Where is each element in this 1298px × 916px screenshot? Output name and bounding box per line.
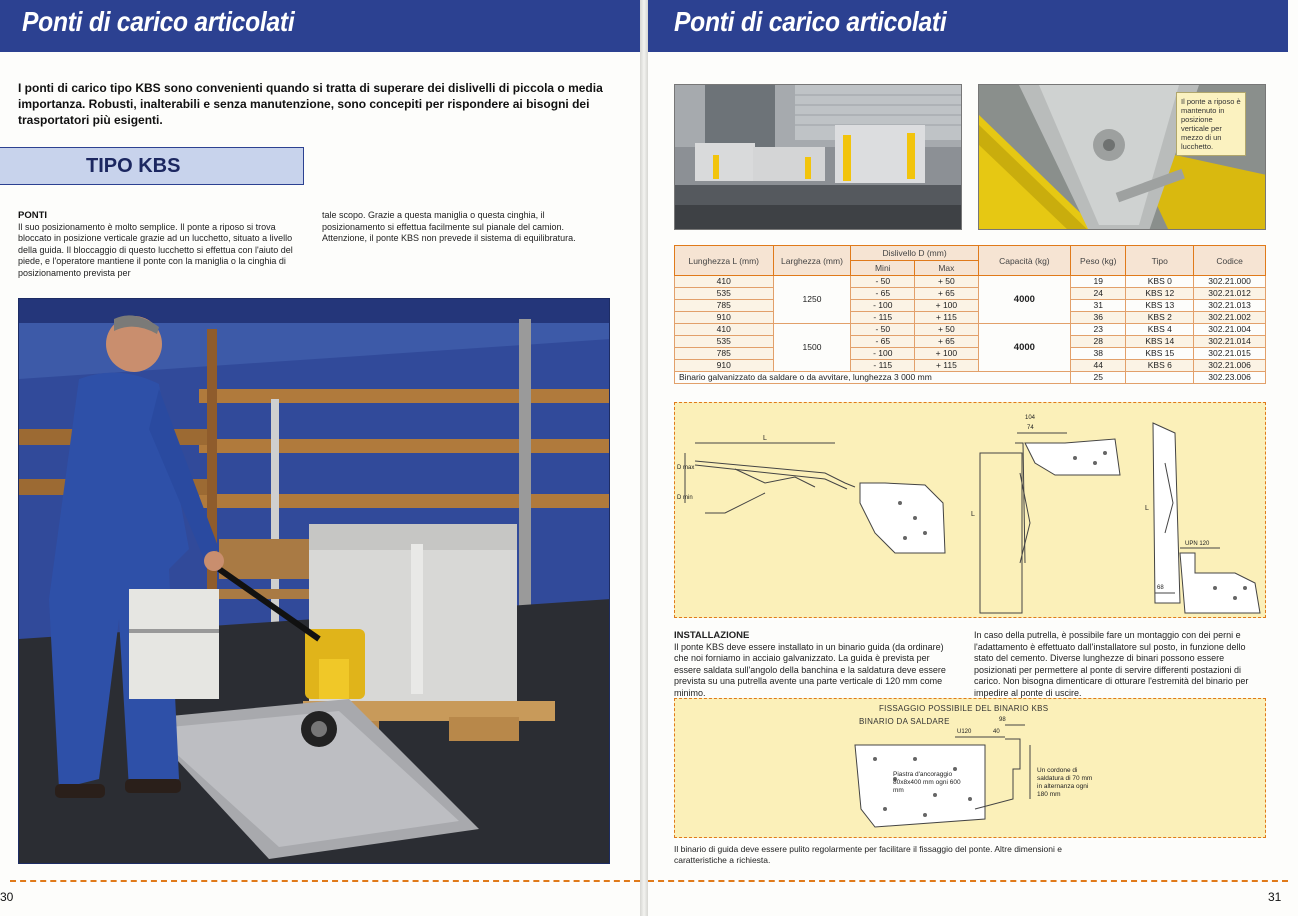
cell-peso: 23 xyxy=(1071,324,1126,336)
cell-mini: - 115 xyxy=(851,360,915,372)
label-40: 40 xyxy=(993,729,1000,735)
binario-saldare-label: BINARIO DA SALDARE xyxy=(859,717,950,726)
cell-mini: - 100 xyxy=(851,348,915,360)
table-row xyxy=(675,360,1266,372)
cell-binario-codice: 302.23.006 xyxy=(1194,372,1266,384)
ponti-column-2 xyxy=(322,210,588,245)
label-cordone: Un cordone di saldatura di 70 mm in alternanza ogni 180 mm xyxy=(1037,767,1093,798)
cell-tipo: KBS 12 xyxy=(1126,288,1194,300)
installazione-text-2: In caso della putrella, è possibile fare un montaggio con dei perni e l'adattamento è effettuato dall'installatore sul posto, in funzione dello stato del cemento. Diverse lunghezze di binari possono essere posizionati per permettere al ponte di servire differenti postazioni di carico. Non bisogna dimenticare di otturare l'estremità del binario per impedire al ponte di uscire. xyxy=(974,630,1249,698)
cell-codice: 302.21.015 xyxy=(1194,348,1266,360)
dock-bridges-photo xyxy=(674,84,962,230)
cell-mini: - 50 xyxy=(851,276,915,288)
cell-max: + 115 xyxy=(915,360,979,372)
label-l-1: L xyxy=(763,435,767,442)
th-mini: Mini xyxy=(851,261,915,276)
right-page-number: 31 xyxy=(1268,890,1282,904)
cell-tipo: KBS 13 xyxy=(1126,300,1194,312)
cell-lunghezza: 910 xyxy=(675,312,774,324)
ponti-heading: PONTI xyxy=(18,210,48,221)
truck-loading-illustration xyxy=(19,299,610,864)
cell-max: + 65 xyxy=(915,288,979,300)
cell-codice: 302.21.014 xyxy=(1194,336,1266,348)
cell-lunghezza: 785 xyxy=(675,300,774,312)
technical-diagram xyxy=(674,402,1266,618)
left-banner xyxy=(0,0,640,52)
right-banner-title: Ponti di carico articolati xyxy=(674,6,947,37)
label-u120: U120 xyxy=(957,729,972,735)
right-banner xyxy=(648,0,1288,52)
installazione-column-1 xyxy=(674,630,958,699)
table-row xyxy=(675,276,1266,288)
th-larghezza: Larghezza (mm) xyxy=(773,246,851,276)
label-piastra: Piastra d'ancoraggio 80x8x400 mm ogni 600 mm xyxy=(893,771,961,794)
left-banner-title: Ponti di carico articolati xyxy=(22,6,295,37)
cell-binario-label: Binario galvanizzato da saldare o da avvitare, lunghezza 3 000 mm xyxy=(675,372,1071,384)
cell-peso: 38 xyxy=(1071,348,1126,360)
lock-callout: Il ponte a riposo è mantenuto in posizione verticale per mezzo di un lucchetto. xyxy=(1176,92,1246,156)
table-row xyxy=(675,336,1266,348)
cell-peso: 24 xyxy=(1071,288,1126,300)
cell-max: + 100 xyxy=(915,348,979,360)
fissaggio-title: FISSAGGIO POSSIBILE DEL BINARIO KBS xyxy=(879,704,1049,713)
bottom-note: Il binario di guida deve essere pulito regolarmente per facilitare il fissaggio del ponte. Altre dimensioni e caratteristiche a richiesta. xyxy=(674,844,1062,865)
cell-codice: 302.21.012 xyxy=(1194,288,1266,300)
label-dmin: D min xyxy=(677,495,693,501)
cell-lunghezza: 535 xyxy=(675,288,774,300)
cell-max: + 65 xyxy=(915,336,979,348)
left-page xyxy=(0,0,640,916)
table-row xyxy=(675,312,1266,324)
cell-tipo: KBS 14 xyxy=(1126,336,1194,348)
cell-codice: 302.21.000 xyxy=(1194,276,1266,288)
cell-peso: 28 xyxy=(1071,336,1126,348)
th-max: Max xyxy=(915,261,979,276)
cell-max: + 100 xyxy=(915,300,979,312)
label-104: 104 xyxy=(1025,415,1036,421)
cell-mini: - 50 xyxy=(851,324,915,336)
cell-mini: - 65 xyxy=(851,288,915,300)
cell-max: + 115 xyxy=(915,312,979,324)
spec-table xyxy=(674,245,1266,384)
cell-lunghezza: 410 xyxy=(675,276,774,288)
label-98: 98 xyxy=(999,717,1006,723)
cell-codice: 302.21.004 xyxy=(1194,324,1266,336)
label-l-2: L xyxy=(971,511,975,518)
cell-binario-tipo xyxy=(1126,372,1194,384)
cell-binario-peso: 25 xyxy=(1071,372,1126,384)
cell-mini: - 115 xyxy=(851,312,915,324)
cell-max: + 50 xyxy=(915,324,979,336)
label-l-3: L xyxy=(1145,505,1149,512)
cell-lunghezza: 785 xyxy=(675,348,774,360)
th-capacita: Capacità (kg) xyxy=(978,246,1070,276)
th-peso: Peso (kg) xyxy=(1071,246,1126,276)
cell-codice: 302.21.006 xyxy=(1194,360,1266,372)
table-row xyxy=(675,288,1266,300)
cell-peso: 44 xyxy=(1071,360,1126,372)
ponti-text-1: Il suo posizionamento è molto semplice. Il ponte a riposo si trova bloccato in posizione verticale grazie ad un lucchetto, situato a livello della guida. Il bloccaggio di questo lucchetto si effettua con l'aiuto del piede, e l'operatore mantiene il ponte con la maniglia o la cinghia di posizionamento prevista per xyxy=(18,221,293,278)
cell-peso: 19 xyxy=(1071,276,1126,288)
label-upn: UPN 120 xyxy=(1185,541,1210,547)
ponti-text-2: tale scopo. Grazie a questa maniglia o questa cinghia, il posizionamento si effettua facilmente sul pianale del camion. Attenzione, il ponte KBS non prevede il sistema di equilibratura. xyxy=(322,210,576,243)
truck-loading-photo xyxy=(18,298,610,864)
cell-lunghezza: 910 xyxy=(675,360,774,372)
cell-larghezza-group1: 1250 xyxy=(773,276,851,324)
cell-max: + 50 xyxy=(915,276,979,288)
table-row xyxy=(675,324,1266,336)
th-tipo: Tipo xyxy=(1126,246,1194,276)
fissaggio-diagram xyxy=(674,698,1266,838)
intro-paragraph: I ponti di carico tipo KBS sono convenienti quando si tratta di superare dei dislivelli di piccola o media importanza. Robusti, inalterabili e senza manutenzione, sono concepiti per rispondere ai bisogni dei trasportatori più esigenti. xyxy=(18,81,603,127)
table-row xyxy=(675,300,1266,312)
page-gutter xyxy=(640,0,648,916)
cell-codice: 302.21.002 xyxy=(1194,312,1266,324)
th-lunghezza: Lunghezza L (mm) xyxy=(675,246,774,276)
cell-tipo: KBS 2 xyxy=(1126,312,1194,324)
cell-capacita-group2: 4000 xyxy=(978,324,1070,372)
cell-codice: 302.21.013 xyxy=(1194,300,1266,312)
cell-capacita-group1: 4000 xyxy=(978,276,1070,324)
cell-mini: - 65 xyxy=(851,336,915,348)
th-dislivello: Dislivello D (mm) xyxy=(851,246,978,261)
cell-mini: - 100 xyxy=(851,300,915,312)
binario-drawing xyxy=(675,699,1265,837)
table-row-binario xyxy=(675,372,1266,384)
right-page xyxy=(648,0,1298,916)
dock-bridges-illustration xyxy=(675,85,962,230)
installazione-text-1: Il ponte KBS deve essere installato in un binario guida (da ordinare) che noi forniamo in acciaio galvanizzato. La guida è prevista per essere saldata sull'angolo della banchina e la saldatura deve essere prevista su una putrella avente una parte verticale di 120 mm come minimo. xyxy=(674,641,946,698)
right-footer-rule xyxy=(648,880,1288,882)
table-header-row xyxy=(675,246,1266,261)
installazione-heading: INSTALLAZIONE xyxy=(674,630,750,641)
left-page-number: 30 xyxy=(0,890,14,904)
cell-tipo: KBS 15 xyxy=(1126,348,1194,360)
label-dmax: D max xyxy=(677,465,695,471)
label-68: 68 xyxy=(1157,585,1164,591)
cell-lunghezza: 410 xyxy=(675,324,774,336)
installazione-column-2 xyxy=(974,630,1264,699)
ponti-column-1 xyxy=(18,210,306,279)
cell-larghezza-group2: 1500 xyxy=(773,324,851,372)
label-74: 74 xyxy=(1027,425,1034,431)
table-row xyxy=(675,348,1266,360)
cell-peso: 36 xyxy=(1071,312,1126,324)
cell-tipo: KBS 0 xyxy=(1126,276,1194,288)
th-codice: Codice xyxy=(1194,246,1266,276)
cell-tipo: KBS 4 xyxy=(1126,324,1194,336)
cell-peso: 31 xyxy=(1071,300,1126,312)
tipo-kbs-box xyxy=(0,147,304,185)
tipo-kbs-label: TIPO KBS xyxy=(86,155,181,177)
cell-lunghezza: 535 xyxy=(675,336,774,348)
cell-tipo: KBS 6 xyxy=(1126,360,1194,372)
left-footer-rule xyxy=(10,880,640,882)
